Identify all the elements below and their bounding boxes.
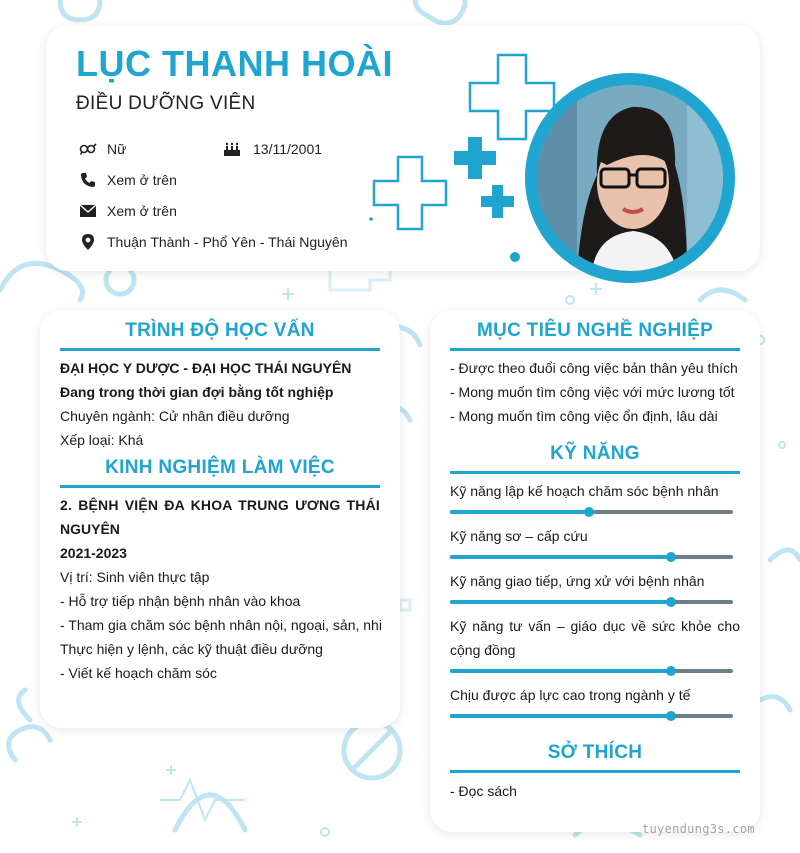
- skill-label-cont: cộng đồng: [450, 642, 516, 658]
- experience-company-cont: NGUYÊN: [60, 521, 120, 537]
- objective-item: - Được theo đuổi công việc bản thân yêu thích: [450, 360, 738, 376]
- experience-divider: [60, 485, 380, 488]
- gender-value: Nữ: [107, 141, 127, 157]
- left-column-card: [40, 310, 400, 728]
- objective-section-title: MỤC TIÊU NGHỀ NGHIỆP: [476, 320, 714, 341]
- hobbies-section-title: SỞ THÍCH: [547, 742, 643, 763]
- skill-bar: [450, 600, 733, 604]
- objective-item: - Mong muốn tìm công việc với mức lương tốt: [450, 384, 735, 400]
- skill-label: Kỹ năng giao tiếp, ứng xử với bệnh nhân: [450, 573, 705, 589]
- skill-bar-fill: [450, 555, 671, 559]
- experience-item: Vị trí: Sinh viên thực tập: [60, 569, 210, 585]
- experience-company: 2. BỆNH VIỆN ĐA KHOA TRUNG ƯƠNG THÁI: [60, 497, 380, 513]
- gender-icon: [79, 140, 97, 158]
- skill-bar-fill: [450, 714, 671, 718]
- experience-item: Thực hiện y lệnh, các kỹ thuật điều dưỡng: [60, 641, 323, 657]
- birthday-value: 13/11/2001: [253, 141, 323, 157]
- skill-bar: [450, 714, 733, 718]
- cake-icon: [223, 140, 241, 158]
- skill-bar-fill: [450, 600, 671, 604]
- skill-bar-knob: [666, 666, 676, 676]
- skill-bar: [450, 669, 733, 673]
- right-column-card: [430, 310, 760, 832]
- skill-bar-knob: [666, 711, 676, 721]
- experience-section-title: KINH NGHIỆM LÀM VIỆC: [105, 457, 335, 478]
- objective-item: - Mong muốn tìm công việc ổn định, lâu dài: [450, 408, 718, 424]
- skill-bar: [450, 555, 733, 559]
- skills-divider: [450, 471, 740, 474]
- phone-value: Xem ở trên: [107, 172, 177, 188]
- phone-icon: [79, 171, 97, 189]
- skill-bar-fill: [450, 510, 589, 514]
- birthday-row: [223, 140, 322, 158]
- hobbies-divider: [450, 770, 740, 773]
- skill-label: Kỹ năng sơ – cấp cứu: [450, 528, 588, 544]
- mail-icon: [79, 202, 97, 220]
- education-divider: [60, 348, 380, 351]
- education-status: Đang trong thời gian đợi bằng tốt nghiệp: [60, 384, 334, 400]
- skill-bar-knob: [666, 597, 676, 607]
- email-value: Xem ở trên: [107, 203, 177, 219]
- objective-divider: [450, 348, 740, 351]
- address-row: [79, 233, 348, 251]
- education-school: ĐẠI HỌC Y DƯỢC - ĐẠI HỌC THÁI NGUYÊN: [60, 360, 352, 376]
- skill-bar: [450, 510, 733, 514]
- watermark: tuyendung3s.com: [642, 822, 755, 836]
- header-card: [46, 25, 760, 271]
- skill-label: Chịu được áp lực cao trong ngành y tế: [450, 687, 691, 703]
- education-major: Chuyên ngành: Cử nhân điều dưỡng: [60, 408, 290, 424]
- skill-bar-fill: [450, 669, 671, 673]
- profile-photo: [537, 85, 723, 271]
- hobby-item: - Đọc sách: [450, 783, 517, 799]
- education-rank: Xếp loại: Khá: [60, 432, 144, 448]
- job-title: ĐIỀU DƯỠNG VIÊN: [76, 93, 256, 114]
- address-value: Thuận Thành - Phổ Yên - Thái Nguyên: [107, 234, 348, 250]
- skills-section-title: KỸ NĂNG: [550, 443, 640, 464]
- candidate-name: LỤC THANH HOÀI: [76, 43, 393, 84]
- skill-label: Kỹ năng tư vấn – giáo dục về sức khỏe cho: [450, 618, 740, 634]
- phone-row: [79, 171, 177, 189]
- profile-photo-frame: [525, 73, 735, 283]
- skill-bar-knob: [666, 552, 676, 562]
- experience-item: - Tham gia chăm sóc bệnh nhân nội, ngoại, sản, nhi: [60, 617, 382, 633]
- location-pin-icon: [79, 233, 97, 251]
- education-section-title: TRÌNH ĐỘ HỌC VẤN: [125, 320, 315, 341]
- experience-item: - Hỗ trợ tiếp nhận bệnh nhân vào khoa: [60, 593, 301, 609]
- skill-label: Kỹ năng lập kế hoạch chăm sóc bệnh nhân: [450, 483, 719, 499]
- experience-period: 2021-2023: [60, 545, 127, 561]
- skill-bar-knob: [584, 507, 594, 517]
- email-row: [79, 202, 177, 220]
- gender-row: [79, 140, 126, 158]
- experience-item: - Viết kế hoạch chăm sóc: [60, 665, 217, 681]
